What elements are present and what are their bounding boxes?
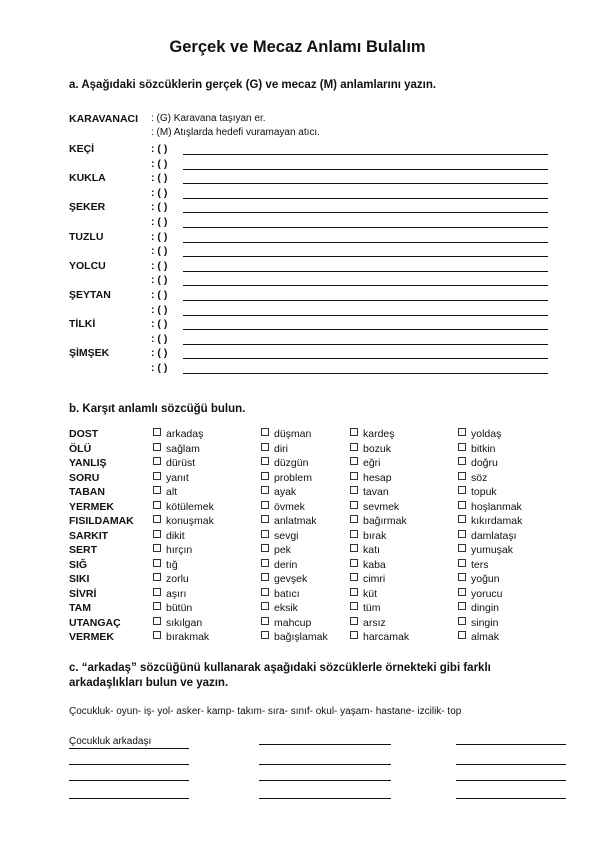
section-a-word: KEÇİ (69, 143, 95, 155)
checkbox-icon[interactable] (153, 472, 161, 480)
antonym-option-label: diri (274, 442, 289, 455)
answer-line[interactable] (183, 256, 548, 257)
antonym-word: SARKIT (69, 529, 109, 542)
checkbox-icon[interactable] (350, 443, 358, 451)
antonym-option-label: hoşlanmak (471, 500, 522, 513)
checkbox-icon[interactable] (153, 588, 161, 596)
antonym-option[interactable] (153, 515, 214, 527)
antonym-option-label: düzgün (274, 457, 309, 469)
antonym-option-label: yanıt (166, 471, 189, 484)
checkbox-icon[interactable] (458, 544, 466, 552)
answer-marker: : ( ) (151, 172, 168, 185)
checkbox-icon[interactable] (261, 573, 269, 581)
checkbox-icon[interactable] (261, 443, 269, 451)
friendship-answer-line[interactable] (259, 798, 391, 799)
answer-marker: : ( ) (151, 318, 168, 331)
answer-marker: : ( ) (151, 259, 168, 272)
antonym-option[interactable] (350, 544, 380, 556)
antonym-option-label: dikit (166, 529, 185, 542)
answer-marker: : ( ) (151, 230, 168, 243)
antonym-option[interactable] (458, 530, 517, 542)
checkbox-icon[interactable] (350, 631, 358, 639)
checkbox-icon[interactable] (458, 457, 466, 465)
antonym-option-label: pek (274, 544, 291, 556)
checkbox-icon[interactable] (458, 530, 466, 538)
antonym-option[interactable] (350, 631, 409, 643)
answer-line[interactable] (183, 329, 548, 330)
antonym-option[interactable] (458, 501, 522, 513)
section-c-example: Çocukluk arkadaşı (69, 736, 152, 747)
antonym-option-label: söz (471, 471, 488, 484)
antonym-word: YERMEK (69, 500, 114, 513)
antonym-option[interactable] (350, 428, 395, 440)
antonym-option-label: zorlu (166, 573, 189, 585)
antonym-option-label: hırçın (166, 544, 193, 556)
friendship-answer-line[interactable] (456, 764, 566, 765)
antonym-option-label: harcamak (363, 631, 410, 643)
friendship-answer-line[interactable] (69, 780, 189, 781)
antonym-option[interactable] (153, 617, 202, 629)
section-c-word-list: Çocukluk- oyun- iş- yol- asker- kamp- takım- sıra- sınıf- okul- yaşam- hastane- izcilik- top (69, 706, 462, 717)
checkbox-icon[interactable] (350, 515, 358, 523)
antonym-option-label: tavan (363, 486, 389, 498)
antonym-option-label: kötülemek (166, 500, 214, 513)
antonym-option-label: eksik (274, 602, 298, 614)
friendship-answer-line[interactable] (259, 780, 391, 781)
checkbox-icon[interactable] (261, 428, 269, 436)
checkbox-icon[interactable] (458, 428, 466, 436)
antonym-option[interactable] (350, 443, 391, 455)
checkbox-icon[interactable] (458, 602, 466, 610)
answer-marker: : ( ) (151, 303, 168, 316)
antonym-option-label: sıkılgan (166, 616, 203, 629)
antonym-option[interactable] (261, 559, 297, 571)
checkbox-icon[interactable] (350, 559, 358, 567)
section-a-word: TİLKİ (69, 318, 96, 331)
checkbox-icon[interactable] (153, 457, 161, 465)
checkbox-icon[interactable] (153, 486, 161, 494)
checkbox-icon[interactable] (153, 617, 161, 625)
checkbox-icon[interactable] (153, 501, 161, 509)
antonym-option[interactable] (350, 486, 389, 498)
antonym-option-label: yorucu (471, 587, 503, 600)
checkbox-icon[interactable] (261, 631, 269, 639)
answer-marker: : ( ) (151, 362, 168, 374)
antonym-option-label: bozuk (363, 442, 392, 455)
antonym-option-label: eğri (363, 457, 381, 469)
antonym-option[interactable] (350, 515, 407, 527)
checkbox-icon[interactable] (458, 588, 466, 596)
answer-line[interactable] (183, 271, 548, 272)
antonym-option[interactable] (458, 559, 489, 571)
antonym-option-label: arkadaş (166, 428, 204, 440)
checkbox-icon[interactable] (350, 617, 358, 625)
antonym-option[interactable] (261, 472, 312, 484)
antonym-option-label: bırak (363, 529, 387, 542)
antonym-option-label: yoldaş (471, 428, 502, 440)
antonym-option[interactable] (261, 588, 300, 600)
antonym-option[interactable] (458, 443, 496, 455)
example-gercek: : (G) Karavana taşıyan er. (151, 113, 266, 124)
antonym-option[interactable] (458, 573, 500, 585)
antonym-option-label: arsız (363, 616, 386, 629)
antonym-option-label: kıkırdamak (471, 515, 523, 527)
checkbox-icon[interactable] (458, 472, 466, 480)
checkbox-icon[interactable] (350, 602, 358, 610)
answer-line[interactable] (183, 227, 548, 228)
checkbox-icon[interactable] (261, 457, 269, 465)
checkbox-icon[interactable] (261, 602, 269, 610)
checkbox-icon[interactable] (350, 428, 358, 436)
antonym-option[interactable] (458, 544, 513, 556)
checkbox-icon[interactable] (153, 515, 161, 523)
checkbox-icon[interactable] (350, 588, 358, 596)
checkbox-icon[interactable] (153, 602, 161, 610)
checkbox-icon[interactable] (350, 486, 358, 494)
answer-marker: : ( ) (151, 186, 168, 199)
friendship-answer-line[interactable] (69, 764, 189, 765)
antonym-option[interactable] (153, 559, 178, 571)
antonym-option[interactable] (261, 544, 291, 556)
friendship-answer-line[interactable] (259, 764, 391, 765)
antonym-option-label: anlatmak (274, 515, 317, 527)
checkbox-icon[interactable] (458, 501, 466, 509)
antonym-option-label: doğru (471, 457, 498, 469)
antonym-option-label: küt (363, 587, 378, 600)
answer-line[interactable] (183, 154, 548, 155)
answer-line[interactable] (183, 198, 548, 199)
antonym-option-label: katı (363, 544, 380, 556)
antonym-option-label: singin (471, 616, 499, 629)
section-a-word: YOLCU (69, 259, 106, 272)
checkbox-icon[interactable] (261, 559, 269, 567)
antonym-option[interactable] (153, 530, 185, 542)
answer-line[interactable] (183, 315, 548, 316)
antonym-option[interactable] (458, 428, 501, 440)
antonym-option[interactable] (261, 617, 311, 629)
antonym-option-label: gevşek (274, 573, 308, 585)
antonym-option-label: damlataşı (471, 529, 517, 542)
answer-marker: : ( ) (151, 332, 168, 345)
antonym-option[interactable] (261, 602, 298, 614)
checkbox-icon[interactable] (261, 486, 269, 494)
antonym-option[interactable] (350, 530, 386, 542)
antonym-word: SİVRİ (69, 587, 97, 600)
checkbox-icon[interactable] (350, 472, 358, 480)
antonym-option-label: problem (274, 471, 312, 484)
antonym-option[interactable] (153, 588, 186, 600)
antonym-option[interactable] (153, 472, 189, 484)
checkbox-icon[interactable] (458, 515, 466, 523)
checkbox-icon[interactable] (458, 559, 466, 567)
answer-line[interactable] (183, 358, 548, 359)
antonym-word: DOST (69, 428, 99, 440)
section-a-word: TUZLU (69, 230, 104, 243)
antonym-option[interactable] (261, 530, 299, 542)
friendship-answer-line[interactable] (69, 748, 189, 749)
antonym-option[interactable] (350, 573, 385, 585)
checkbox-icon[interactable] (153, 428, 161, 436)
checkbox-icon[interactable] (458, 631, 466, 639)
answer-line[interactable] (183, 183, 548, 184)
antonym-option-label: övmek (274, 500, 305, 513)
antonym-option[interactable] (350, 501, 399, 513)
antonym-option-label: tüm (363, 602, 381, 614)
page-title: Gerçek ve Mecaz Anlamı Bulalım (169, 38, 426, 56)
antonym-option[interactable] (350, 602, 381, 614)
antonym-option[interactable] (261, 631, 328, 643)
checkbox-icon[interactable] (261, 472, 269, 480)
antonym-option-label: ters (471, 558, 489, 571)
antonym-option[interactable] (458, 486, 497, 498)
antonym-option-label: cimri (363, 573, 386, 585)
antonym-option-label: hesap (363, 471, 392, 484)
antonym-option-label: kaba (363, 558, 386, 571)
answer-marker: : ( ) (151, 245, 168, 258)
antonym-word: YANLIŞ (69, 457, 107, 469)
antonym-option[interactable] (458, 472, 487, 484)
checkbox-icon[interactable] (261, 501, 269, 509)
answer-line[interactable] (183, 169, 548, 170)
antonym-option-label: bağışlamak (274, 631, 328, 643)
antonym-option[interactable] (350, 472, 392, 484)
example-word: KARAVANACI (69, 113, 139, 125)
section-c-heading-line2: arkadaşlıkları bulun ve yazın. (69, 677, 229, 689)
antonym-option-label: bağırmak (363, 515, 407, 527)
antonym-option[interactable] (261, 443, 288, 455)
answer-line[interactable] (183, 212, 548, 213)
checkbox-icon[interactable] (350, 573, 358, 581)
antonym-option[interactable] (458, 588, 503, 600)
section-a-word: ŞEKER (69, 201, 106, 214)
friendship-answer-line[interactable] (69, 798, 189, 799)
checkbox-icon[interactable] (153, 544, 161, 552)
antonym-option-label: dürüst (166, 457, 196, 469)
answer-line[interactable] (183, 344, 548, 345)
checkbox-icon[interactable] (261, 544, 269, 552)
antonym-option[interactable] (458, 602, 499, 614)
antonym-option-label: almak (471, 631, 500, 643)
checkbox-icon[interactable] (458, 573, 466, 581)
antonym-option[interactable] (458, 617, 498, 629)
antonym-word: TABAN (69, 486, 105, 498)
antonym-option[interactable] (153, 631, 209, 643)
checkbox-icon[interactable] (458, 443, 466, 451)
answer-line[interactable] (183, 242, 548, 243)
antonym-option-label: bırakmak (166, 631, 210, 643)
checkbox-icon[interactable] (261, 617, 269, 625)
section-c-heading-line1: c. “arkadaş” sözcüğünü kullanarak aşağıdaki sözcüklerle örnekteki gibi farklı (69, 662, 491, 674)
antonym-option-label: yumuşak (471, 544, 514, 556)
antonym-option-label: sağlam (166, 442, 200, 455)
antonym-word: TAM (69, 602, 91, 614)
checkbox-icon[interactable] (458, 486, 466, 494)
antonym-option-label: bütün (166, 602, 193, 614)
antonym-option-label: konuşmak (166, 515, 214, 527)
antonym-option-label: tığ (166, 558, 178, 571)
friendship-answer-line[interactable] (456, 798, 566, 799)
answer-marker: : ( ) (151, 289, 168, 301)
antonym-option-label: aşırı (166, 587, 187, 600)
section-a-word: KUKLA (69, 172, 106, 185)
section-b-heading: b. Karşıt anlamlı sözcüğü bulun. (69, 403, 246, 415)
friendship-answer-line[interactable] (456, 780, 566, 781)
antonym-option[interactable] (153, 443, 200, 455)
section-a-heading: a. Aşağıdaki sözcüklerin gerçek (G) ve mecaz (M) anlamlarını yazın. (69, 79, 437, 91)
antonym-word: UTANGAÇ (69, 616, 121, 629)
antonym-option-label: kardeş (363, 428, 395, 440)
antonym-option[interactable] (350, 457, 381, 469)
checkbox-icon[interactable] (153, 559, 161, 567)
checkbox-icon[interactable] (350, 501, 358, 509)
antonym-option-label: sevmek (363, 500, 400, 513)
antonym-option-label: batıcı (274, 587, 300, 600)
answer-marker: : ( ) (151, 201, 168, 214)
antonym-option[interactable] (153, 486, 177, 498)
answer-line[interactable] (183, 285, 548, 286)
antonym-option[interactable] (350, 588, 377, 600)
antonym-option[interactable] (261, 573, 307, 585)
antonym-option[interactable] (261, 515, 317, 527)
antonym-option[interactable] (153, 501, 214, 513)
answer-marker: : ( ) (151, 347, 168, 360)
answer-marker: : ( ) (151, 157, 168, 170)
antonym-option[interactable] (350, 617, 386, 629)
antonym-word: VERMEK (69, 631, 114, 643)
antonym-option[interactable] (153, 602, 192, 614)
antonym-option[interactable] (350, 559, 386, 571)
antonym-option[interactable] (458, 515, 522, 527)
antonym-option[interactable] (261, 501, 305, 513)
antonym-option-label: bitkin (471, 442, 496, 455)
antonym-word: ÖLÜ (69, 442, 92, 455)
answer-line[interactable] (183, 300, 548, 301)
antonym-word: SIKI (69, 573, 90, 585)
antonym-option-label: dingin (471, 602, 500, 614)
antonym-option[interactable] (261, 486, 296, 498)
antonym-option[interactable] (153, 457, 195, 469)
antonym-word: SERT (69, 544, 98, 556)
checkbox-icon[interactable] (350, 544, 358, 552)
antonym-option-label: düşman (274, 428, 312, 440)
checkbox-icon[interactable] (153, 530, 161, 538)
antonym-option-label: ayak (274, 486, 297, 498)
checkbox-icon[interactable] (350, 530, 358, 538)
checkbox-icon[interactable] (153, 631, 161, 639)
checkbox-icon[interactable] (153, 443, 161, 451)
antonym-option[interactable] (153, 573, 189, 585)
answer-marker: : ( ) (151, 216, 168, 228)
antonym-option-label: alt (166, 486, 178, 498)
checkbox-icon[interactable] (261, 588, 269, 596)
antonym-option-label: sevgi (274, 529, 299, 542)
antonym-option-label: mahcup (274, 616, 312, 629)
antonym-word: FISILDAMAK (69, 515, 134, 527)
antonym-option-label: topuk (471, 486, 497, 498)
antonym-word: SORU (69, 471, 100, 484)
antonym-option[interactable] (153, 428, 203, 440)
answer-marker: : ( ) (151, 143, 168, 155)
section-a-word: ŞİMŞEK (69, 347, 110, 360)
antonym-option-label: yoğun (471, 573, 500, 585)
antonym-option-label: derin (274, 558, 298, 571)
friendship-answer-line[interactable] (259, 744, 391, 745)
antonym-option[interactable] (458, 457, 498, 469)
antonym-word: SIĞ (69, 558, 88, 571)
checkbox-icon[interactable] (261, 515, 269, 523)
example-mecaz: : (M) Atışlarda hedefi vuramayan atıcı. (151, 127, 320, 138)
checkbox-icon[interactable] (458, 617, 466, 625)
antonym-option[interactable] (261, 428, 311, 440)
antonym-option[interactable] (458, 631, 499, 643)
answer-line[interactable] (183, 373, 548, 374)
section-a-word: ŞEYTAN (69, 289, 111, 301)
checkbox-icon[interactable] (261, 530, 269, 538)
checkbox-icon[interactable] (350, 457, 358, 465)
antonym-option[interactable] (261, 457, 308, 469)
answer-marker: : ( ) (151, 274, 168, 287)
checkbox-icon[interactable] (153, 573, 161, 581)
antonym-option[interactable] (153, 544, 192, 556)
friendship-answer-line[interactable] (456, 744, 566, 745)
